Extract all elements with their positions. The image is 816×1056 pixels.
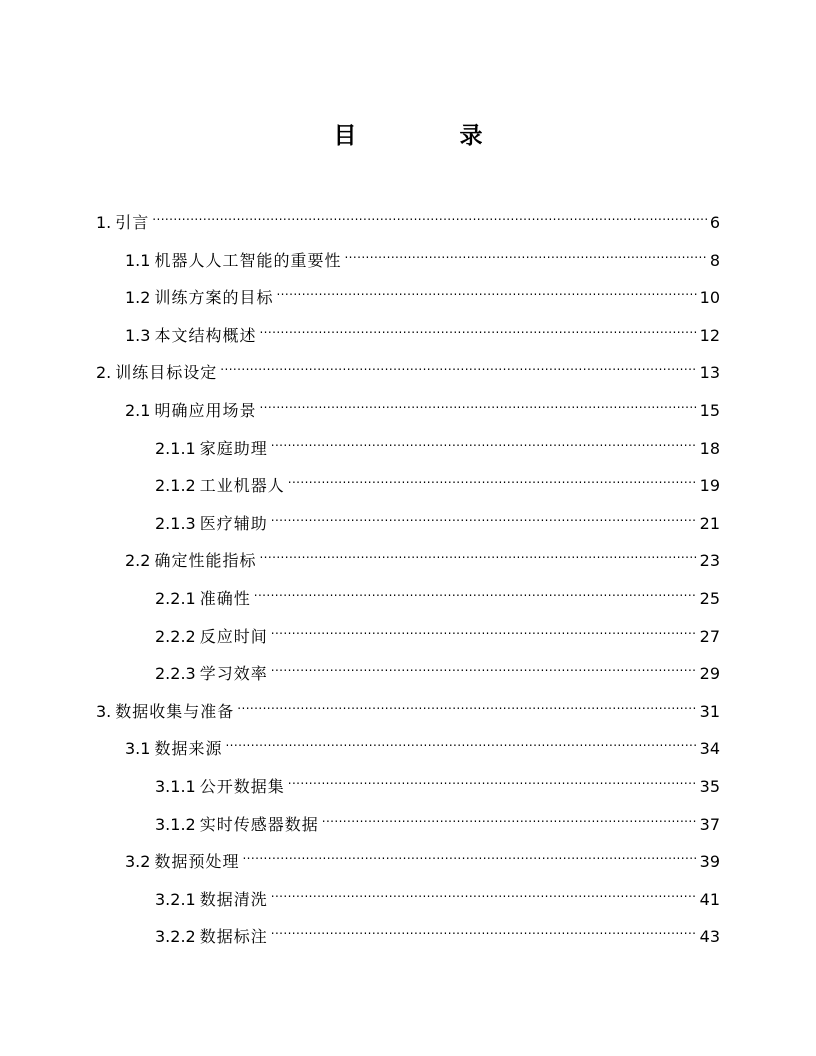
toc-entry-title: 训练方案的目标 (154, 288, 274, 308)
toc-entry-number: 2.1 (125, 401, 151, 420)
toc-entry-page-number: 29 (699, 664, 720, 684)
toc-entry-title: 反应时间 (199, 626, 268, 646)
toc-entry-number: 2.1.2 (155, 476, 196, 496)
toc-dot-leader (259, 540, 696, 566)
toc-entry-number: 3.1 (125, 739, 151, 759)
toc-entry[interactable] (125, 315, 720, 345)
toc-entry[interactable] (155, 766, 720, 796)
toc-entry-number: 3. (96, 701, 112, 721)
toc-entry-number: 2.2.1 (155, 589, 196, 608)
toc-entry-page-number: 19 (699, 476, 720, 496)
toc-entry[interactable] (155, 916, 720, 947)
toc-entry[interactable] (125, 277, 720, 308)
toc-entry-title: 家庭助理 (199, 438, 268, 458)
toc-dot-leader (271, 879, 697, 905)
toc-entry-title: 医疗辅助 (199, 513, 268, 533)
toc-dot-leader (242, 841, 696, 867)
toc-entry[interactable] (155, 503, 720, 533)
toc-dot-leader (220, 352, 696, 378)
toc-entry-page-number: 13 (699, 363, 720, 383)
toc-entry-title: 数据来源 (154, 739, 223, 759)
toc-entry[interactable] (155, 616, 720, 646)
toc-entry[interactable] (155, 653, 720, 684)
toc-entry-number: 3.1.2 (155, 814, 196, 834)
toc-entry-page-number: 41 (699, 889, 720, 909)
toc-entry-page-number: 27 (699, 626, 720, 646)
toc-entry[interactable] (125, 540, 720, 571)
toc-entry-title: 数据标注 (199, 927, 268, 947)
toc-dot-leader (271, 616, 697, 642)
toc-entry-page-number: 23 (699, 551, 720, 571)
toc-entry-number: 3.2 (125, 852, 151, 872)
toc-dot-leader (344, 240, 706, 266)
toc-entry-page-number: 8 (709, 250, 720, 270)
toc-entry-number: 1.2 (125, 288, 151, 308)
toc-title: 目 录 (333, 123, 523, 149)
toc-entry-number: 2.1.3 (155, 513, 196, 533)
toc-entry-number: 2.2.2 (155, 626, 196, 646)
toc-entry[interactable] (125, 728, 720, 759)
toc-entry[interactable] (96, 202, 720, 232)
toc-entry-title: 明确应用场景 (154, 401, 257, 420)
toc-entry-number: 1.1 (125, 250, 151, 270)
toc-entry-title: 训练目标设定 (115, 363, 218, 383)
toc-entry-number: 3.2.2 (155, 927, 196, 947)
toc-dot-leader (271, 428, 697, 454)
toc-entry[interactable] (96, 352, 720, 383)
toc-entry-page-number: 6 (709, 213, 720, 232)
toc-entry-page-number: 15 (699, 401, 720, 420)
toc-entry-page-number: 10 (699, 288, 720, 308)
toc-entry-title: 学习效率 (199, 664, 268, 684)
toc-entry[interactable] (155, 879, 720, 909)
toc-entry-title: 确定性能指标 (154, 551, 257, 571)
toc-entry-page-number: 21 (699, 513, 720, 533)
toc-entry-title: 准确性 (199, 589, 251, 608)
toc-dot-leader (237, 691, 696, 717)
toc-entry-page-number: 25 (699, 589, 720, 608)
toc-entry-title: 引言 (115, 213, 150, 232)
toc-dot-leader (271, 653, 697, 679)
toc-dot-leader (288, 465, 697, 491)
toc-dot-leader (225, 728, 696, 754)
toc-entry-number: 2.1.1 (155, 438, 196, 458)
toc-dot-leader (322, 804, 697, 830)
toc-entry-number: 2.2 (125, 551, 151, 571)
toc-dot-leader (271, 916, 697, 942)
toc-entry-page-number: 39 (699, 852, 720, 872)
toc-dot-leader (276, 277, 696, 303)
toc-dot-leader (259, 390, 696, 416)
toc-entry[interactable] (125, 841, 720, 872)
toc-entry-page-number: 35 (699, 777, 720, 796)
toc-entry-title: 本文结构概述 (154, 325, 257, 345)
toc-dot-leader (288, 766, 697, 792)
toc-entry-page-number: 34 (699, 739, 720, 759)
toc-entry-title: 机器人人工智能的重要性 (154, 250, 342, 270)
toc-dot-leader (152, 202, 707, 228)
toc-entry-title: 公开数据集 (199, 777, 285, 796)
toc-entry-page-number: 18 (699, 438, 720, 458)
toc-entry-number: 2. (96, 363, 112, 383)
toc-entry-page-number: 12 (699, 325, 720, 345)
toc-entry-page-number: 37 (699, 814, 720, 834)
toc-entry-number: 3.2.1 (155, 889, 196, 909)
toc-entry[interactable] (155, 428, 720, 458)
toc-entry[interactable] (96, 691, 720, 721)
toc-entry-title: 实时传感器数据 (199, 814, 319, 834)
toc-entry[interactable] (155, 465, 720, 496)
toc-entry-page-number: 31 (699, 701, 720, 721)
toc-entry-title: 数据收集与准备 (115, 701, 235, 721)
toc-entry-number: 1.3 (125, 325, 151, 345)
toc-entry-number: 3.1.1 (155, 777, 196, 796)
toc-entry[interactable] (125, 390, 720, 420)
toc-dot-leader (271, 503, 697, 529)
toc-entry-number: 2.2.3 (155, 664, 196, 684)
toc-entry[interactable] (125, 240, 720, 270)
toc-dot-leader (259, 315, 696, 341)
toc-entry[interactable] (155, 804, 720, 834)
toc-entry-page-number: 43 (699, 927, 720, 947)
toc-entry-number: 1. (96, 213, 112, 232)
toc-entry-title: 数据预处理 (154, 852, 240, 872)
toc-entry-title: 工业机器人 (199, 476, 285, 496)
toc-entry-title: 数据清洗 (199, 889, 268, 909)
toc-entry[interactable] (155, 578, 720, 608)
toc-dot-leader (254, 578, 697, 604)
